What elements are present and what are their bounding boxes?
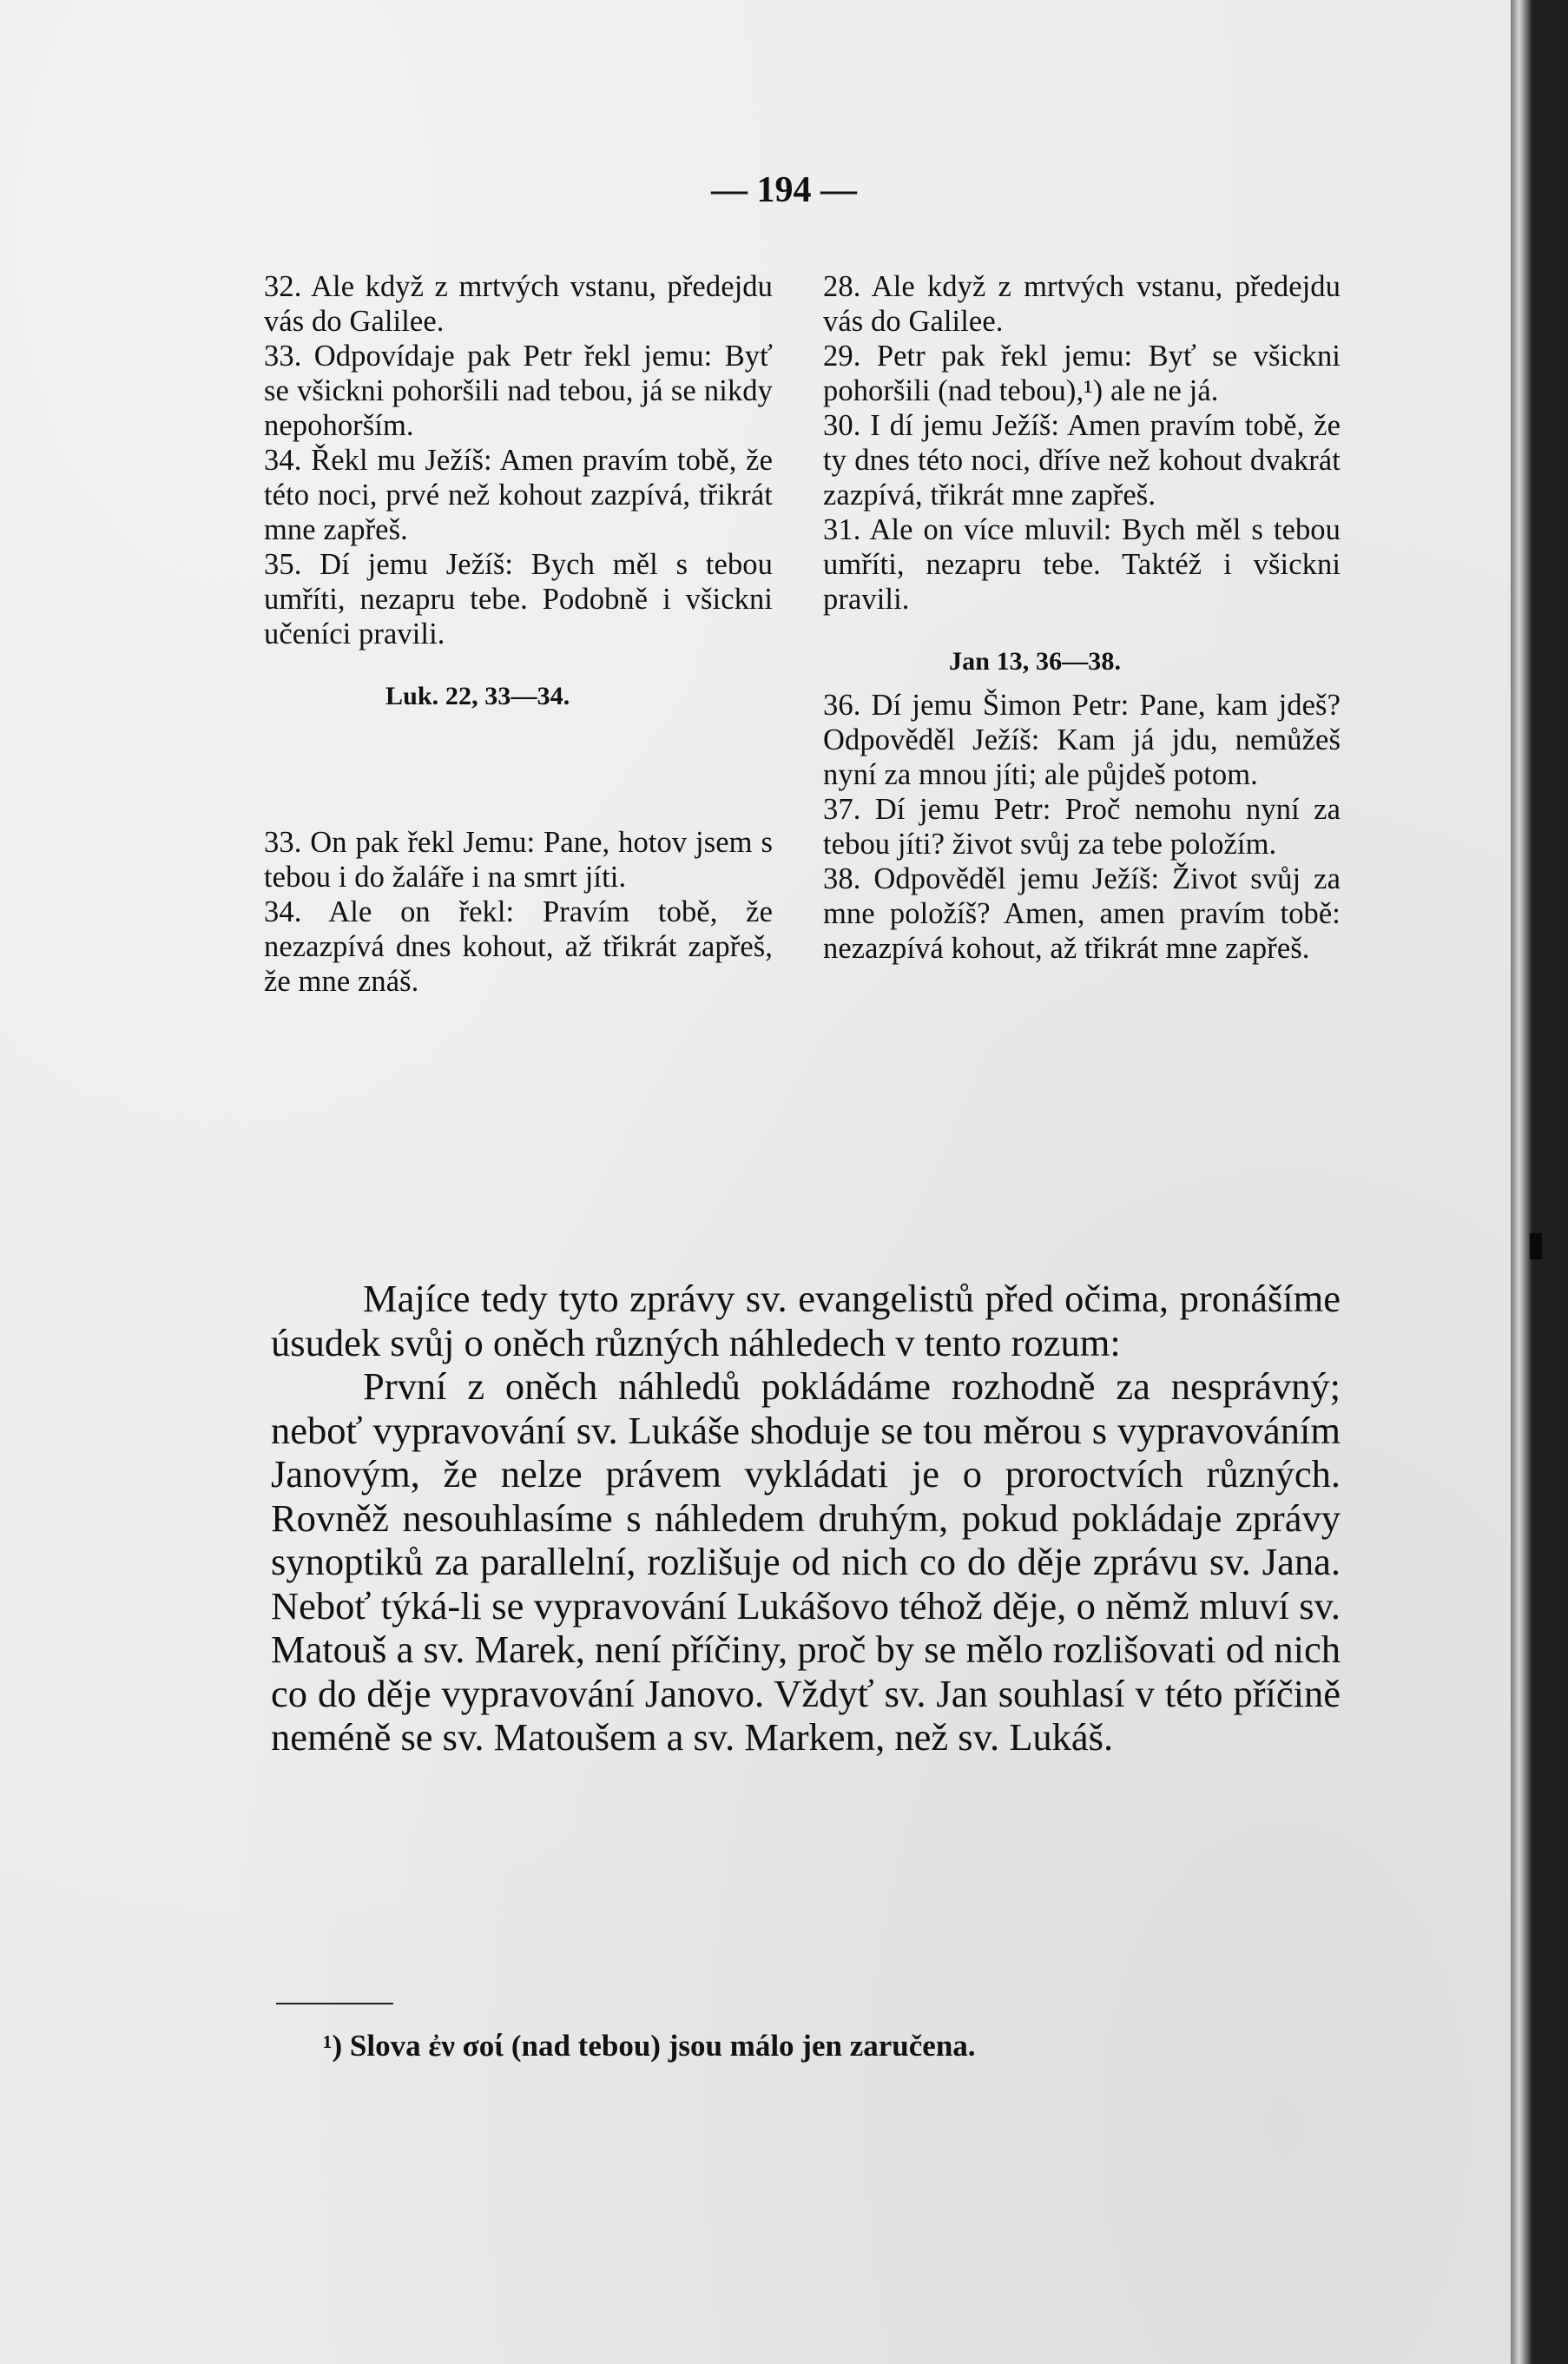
left-verse-33: 33. Odpovídaje pak Petr řekl jemu: Byť se všickni pohoršili nad tebou, já se nikdy nepohorším. xyxy=(264,340,773,442)
body-paragraph-1: Majíce tedy tyto zprávy sv. evangelistů před očima, pronášíme úsudek svůj o oněch různých náhledech v tento rozum: xyxy=(271,1277,1341,1364)
footnote-marker: ¹) xyxy=(323,2029,343,2063)
right-reference: Jan 13, 36—38. xyxy=(949,647,1122,676)
right-column xyxy=(823,269,1341,966)
luke-verse-33: 33. On pak řekl Jemu: Pane, hotov jsem s tebou i do žaláře i na smrt jíti. xyxy=(264,826,773,894)
right-verse-30: 30. I dí jemu Ježíš: Amen pravím tobě, že ty dnes této noci, dříve než kohout dvakrát zazpívá, třikrát mne zapřeš. xyxy=(823,409,1341,512)
right-verse-29: 29. Petr pak řekl jemu: Byť se všickni pohoršili (nad tebou),¹) ale ne já. xyxy=(823,340,1341,407)
binding-mark xyxy=(1530,1233,1542,1259)
page-number: — 194 — xyxy=(711,170,857,210)
left-verse-35: 35. Dí jemu Ježíš: Bych měl s tebou umříti, nezapru tebe. Podobně i všickni učeníci pravili. xyxy=(264,548,773,650)
footnote-text: Slova ἐν σοί (nad tebou) jsou málo jen zaručena. xyxy=(349,2029,976,2063)
left-column-gap xyxy=(264,723,773,825)
footnote xyxy=(323,2029,976,2064)
luke-verse-34: 34. Ale on řekl: Pravím tobě, že nezazpívá dnes kohout, až třikrát zapřeš, že mne znáš. xyxy=(264,895,773,998)
page-binding-edge xyxy=(1511,0,1532,2364)
right-verse-28: 28. Ale když z mrtvých vstanu, předejdu vás do Galilee. xyxy=(823,270,1341,338)
left-column xyxy=(264,269,773,999)
left-verse-32: 32. Ale když z mrtvých vstanu, předejdu vás do Galilee. xyxy=(264,270,773,338)
john-verse-37: 37. Dí jemu Petr: Proč nemohu nyní za tebou jíti? život svůj za tebe položím. xyxy=(823,793,1341,861)
left-reference: Luk. 22, 33—34. xyxy=(385,682,570,710)
footnote-rule xyxy=(276,2003,393,2004)
body-text xyxy=(271,1277,1341,1760)
right-verse-31: 31. Ale on více mluvil: Bych měl s tebou umříti, nezapru tebe. Taktéž i všickni pravili. xyxy=(823,513,1341,616)
john-verse-38: 38. Odpověděl jemu Ježíš: Život svůj za mne položíš? Amen, amen pravím tobě: nezazpívá kohout, až třikrát mne zapřeš. xyxy=(823,862,1341,965)
left-verse-34: 34. Řekl mu Ježíš: Amen pravím tobě, že této noci, prvé než kohout zazpívá, třikrát mne zapřeš. xyxy=(264,444,773,546)
body-paragraph-2: První z oněch náhledů pokládáme rozhodně za nesprávný; neboť vypravování sv. Lukáše shoduje se tou měrou s vypravováním Janovým, že nelze právem vykládati je o proroctvích různých. Rovněž nesouhlasíme s náhledem druhým, pokud pokládaje zprávy synoptiků za parallelní, rozlišuje od nich co do děje zprávu sv. Jana. Neboť týká-li se vypravování Lukášovo téhož děje, o němž mluví sv. Matouš a sv. Marek, není příčiny, proč by se mělo rozlišovati od nich co do děje vypravování Janovo. Vždyť sv. Jan souhlasí v této příčině neméně se sv. Matoušem a sv. Markem, než sv. Lukáš. xyxy=(271,1364,1341,1759)
john-verse-36: 36. Dí jemu Šimon Petr: Pane, kam jdeš? Odpověděl Ježíš: Kam já jdu, nemůžeš nyní za mnou jíti; ale půjdeš potom. xyxy=(823,689,1341,791)
